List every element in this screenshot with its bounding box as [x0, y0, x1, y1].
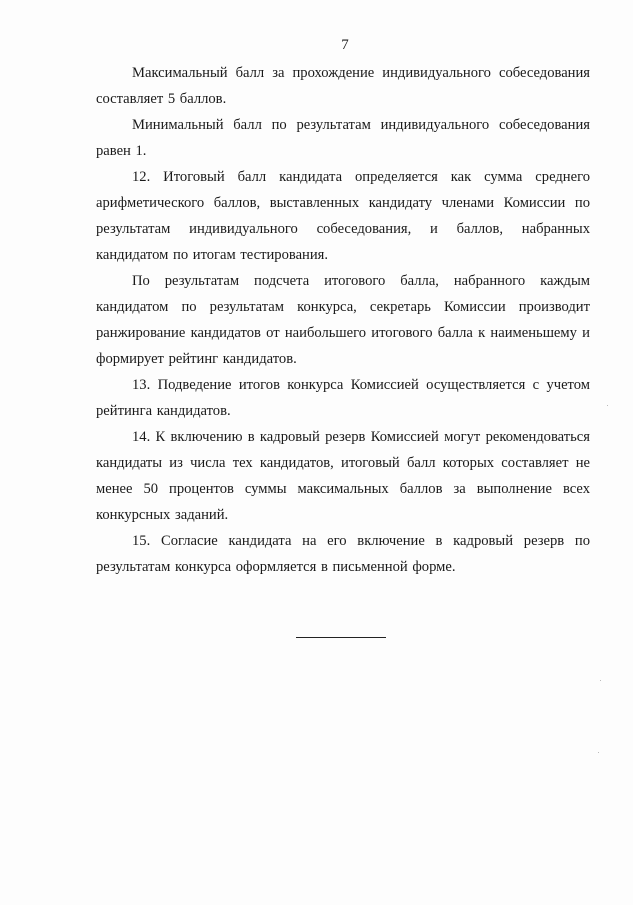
document-body	[96, 60, 590, 580]
paragraph-15-consent: 15. Согласие кандидата на его включение в кадровый резерв по результатам конкурса оформляется в письменной форме.	[96, 533, 590, 575]
paragraph-max-score: Максимальный балл за прохождение индивидуального собеседования составляет 5 баллов.	[96, 65, 590, 107]
scan-speck	[598, 752, 599, 753]
paragraph-12-final-score: 12. Итоговый балл кандидата определяется как сумма среднего арифметического баллов, выставленных кандидату членами Комиссии по результатам индивидуального собеседования, и баллов, набранных кандидатом по итогам тестирования.	[96, 169, 590, 263]
end-divider	[296, 637, 386, 638]
scan-speck	[607, 405, 608, 406]
paragraph-ranking: По результатам подсчета итогового балла, набранного каждым кандидатом по результатам конкурса, секретарь Комиссии производит ранжирование кандидатов от наибольшего итогового балла к наименьшему и формирует рейтинг кандидатов.	[96, 273, 590, 367]
paragraph-13-results: 13. Подведение итогов конкурса Комиссией осуществляется с учетом рейтинга кандидатов.	[96, 377, 590, 419]
paragraph-14-reserve: 14. К включению в кадровый резерв Комиссией могут рекомендоваться кандидаты из числа тех кандидатов, итоговый балл которых составляет не менее 50 процентов суммы максимальных баллов за выполнение всех конкурсных заданий.	[96, 429, 590, 523]
page-number: 7	[341, 37, 349, 53]
paragraph-min-score: Минимальный балл по результатам индивидуального собеседования равен 1.	[96, 117, 590, 159]
scan-speck	[600, 680, 601, 681]
